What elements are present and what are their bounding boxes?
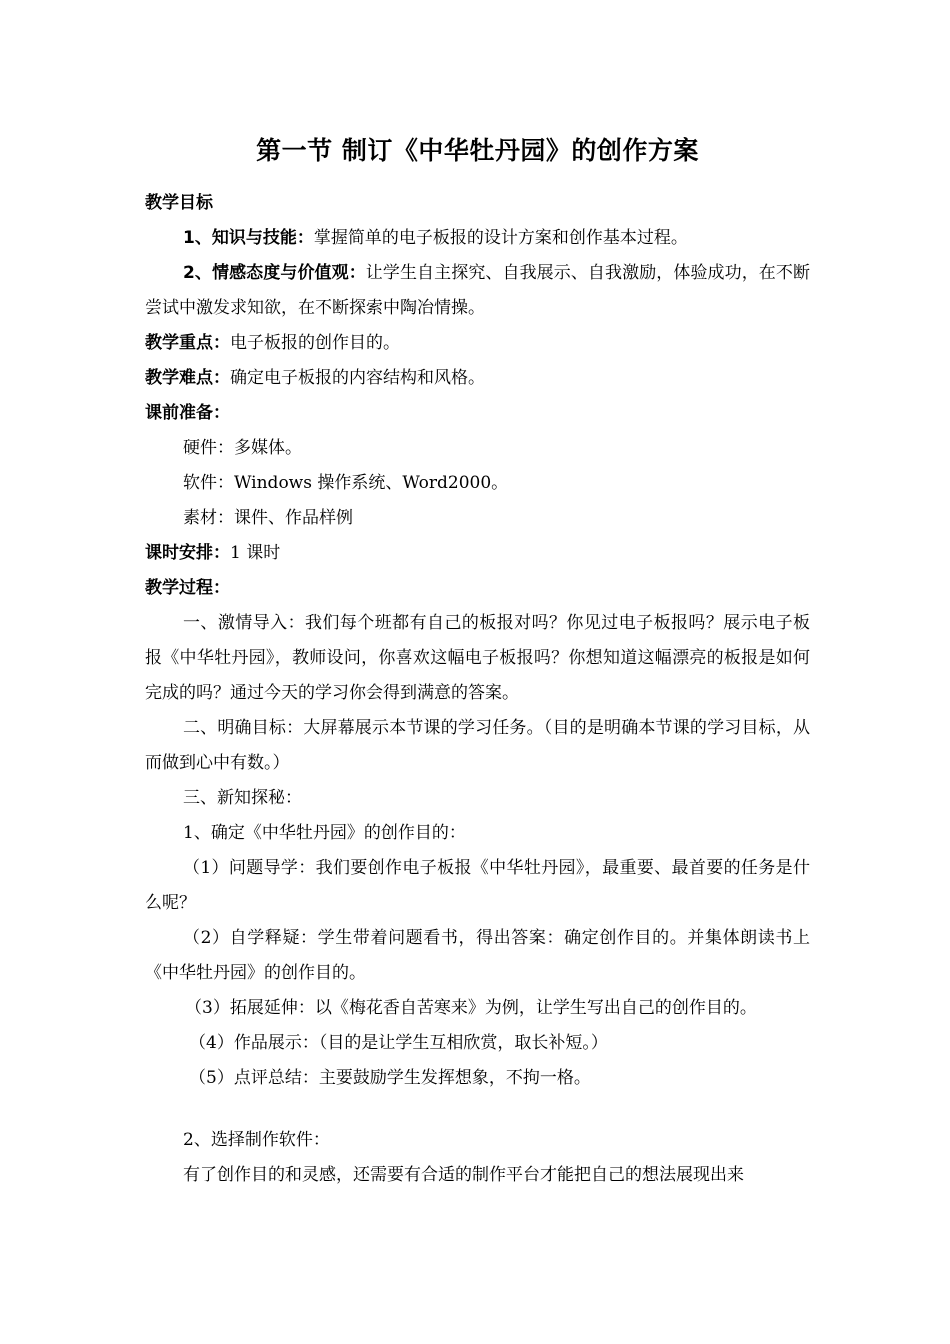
sub-step-1: 1、确定《中华牡丹园》的创作目的： [183, 823, 466, 843]
sub-step-1-3: （3）拓展延伸：以《梅花香自苦寒来》为例，让学生写出自己的创作目的。 [185, 998, 757, 1018]
teaching-focus [145, 326, 810, 361]
objective-knowledge-text: 掌握简单的电子板报的设计方案和创作基本过程。 [313, 228, 688, 248]
class-schedule [145, 536, 810, 571]
page-title: 第一节 制订《中华牡丹园》的创作方案 [256, 136, 699, 165]
objective-knowledge [145, 221, 810, 256]
objectives-heading: 教学目标 [145, 193, 213, 213]
sub-step-1-5: （5）点评总结：主要鼓励学生发挥想象，不拘一格。 [189, 1068, 591, 1088]
objective-knowledge-label: 1、知识与技能： [183, 228, 314, 248]
prep-heading: 课前准备： [145, 403, 230, 423]
objective-attitude-label: 2、情感态度与价值观： [183, 263, 366, 283]
paragraph-gap [145, 1096, 810, 1123]
teaching-difficulty-label: 教学难点： [145, 368, 230, 388]
prep-software: 软件：Windows 操作系统、Word2000。 [183, 473, 509, 493]
sub-step-1-4: （4）作品展示：（目的是让学生互相欣赏，取长补短。） [189, 1033, 608, 1053]
objective-attitude [145, 256, 810, 326]
teaching-difficulty-text: 确定电子板报的内容结构和风格。 [230, 368, 485, 388]
process-step-2: 二、明确目标：大屏幕展示本节课的学习任务。（目的是明确本节课的学习目标，从而做到心中有数。） [145, 718, 810, 773]
sub-step-2: 2、选择制作软件： [183, 1130, 330, 1150]
process-step-3: 三、新知探秘： [183, 788, 302, 808]
sub-step-1-1: （1）问题导学：我们要创作电子板报《中华牡丹园》，最重要、最首要的任务是什么呢？ [145, 858, 810, 913]
class-schedule-label: 课时安排： [145, 543, 230, 563]
process-heading: 教学过程： [145, 578, 230, 598]
teaching-focus-text: 电子板报的创作目的。 [230, 333, 400, 353]
sub-step-1-2: （2）自学释疑：学生带着问题看书，得出答案：确定创作目的。并集体朗读书上《中华牡丹园》的创作目的。 [145, 928, 810, 983]
teaching-focus-label: 教学重点： [145, 333, 230, 353]
class-schedule-text: 1 课时 [230, 543, 281, 563]
objective-attitude-text: 让学生自主探究、自我展示、自我激励，体验成功，在不断尝试中激发求知欲，在不断探索中陶冶情操。 [145, 263, 810, 318]
teaching-difficulty [145, 361, 810, 396]
prep-hardware: 硬件：多媒体。 [183, 438, 302, 458]
sub-step-2-text: 有了创作目的和灵感，还需要有合适的制作平台才能把自己的想法展现出来 [183, 1165, 744, 1185]
document-page [145, 132, 810, 1193]
process-step-1: 一、激情导入：我们每个班都有自己的板报对吗？你见过电子板报吗？展示电子板报《中华牡丹园》，教师设问，你喜欢这幅电子板报吗？你想知道这幅漂亮的板报是如何完成的吗？通过今天的学习你会得到满意的答案。 [145, 613, 810, 703]
prep-materials: 素材：课件、作品样例 [183, 508, 353, 528]
